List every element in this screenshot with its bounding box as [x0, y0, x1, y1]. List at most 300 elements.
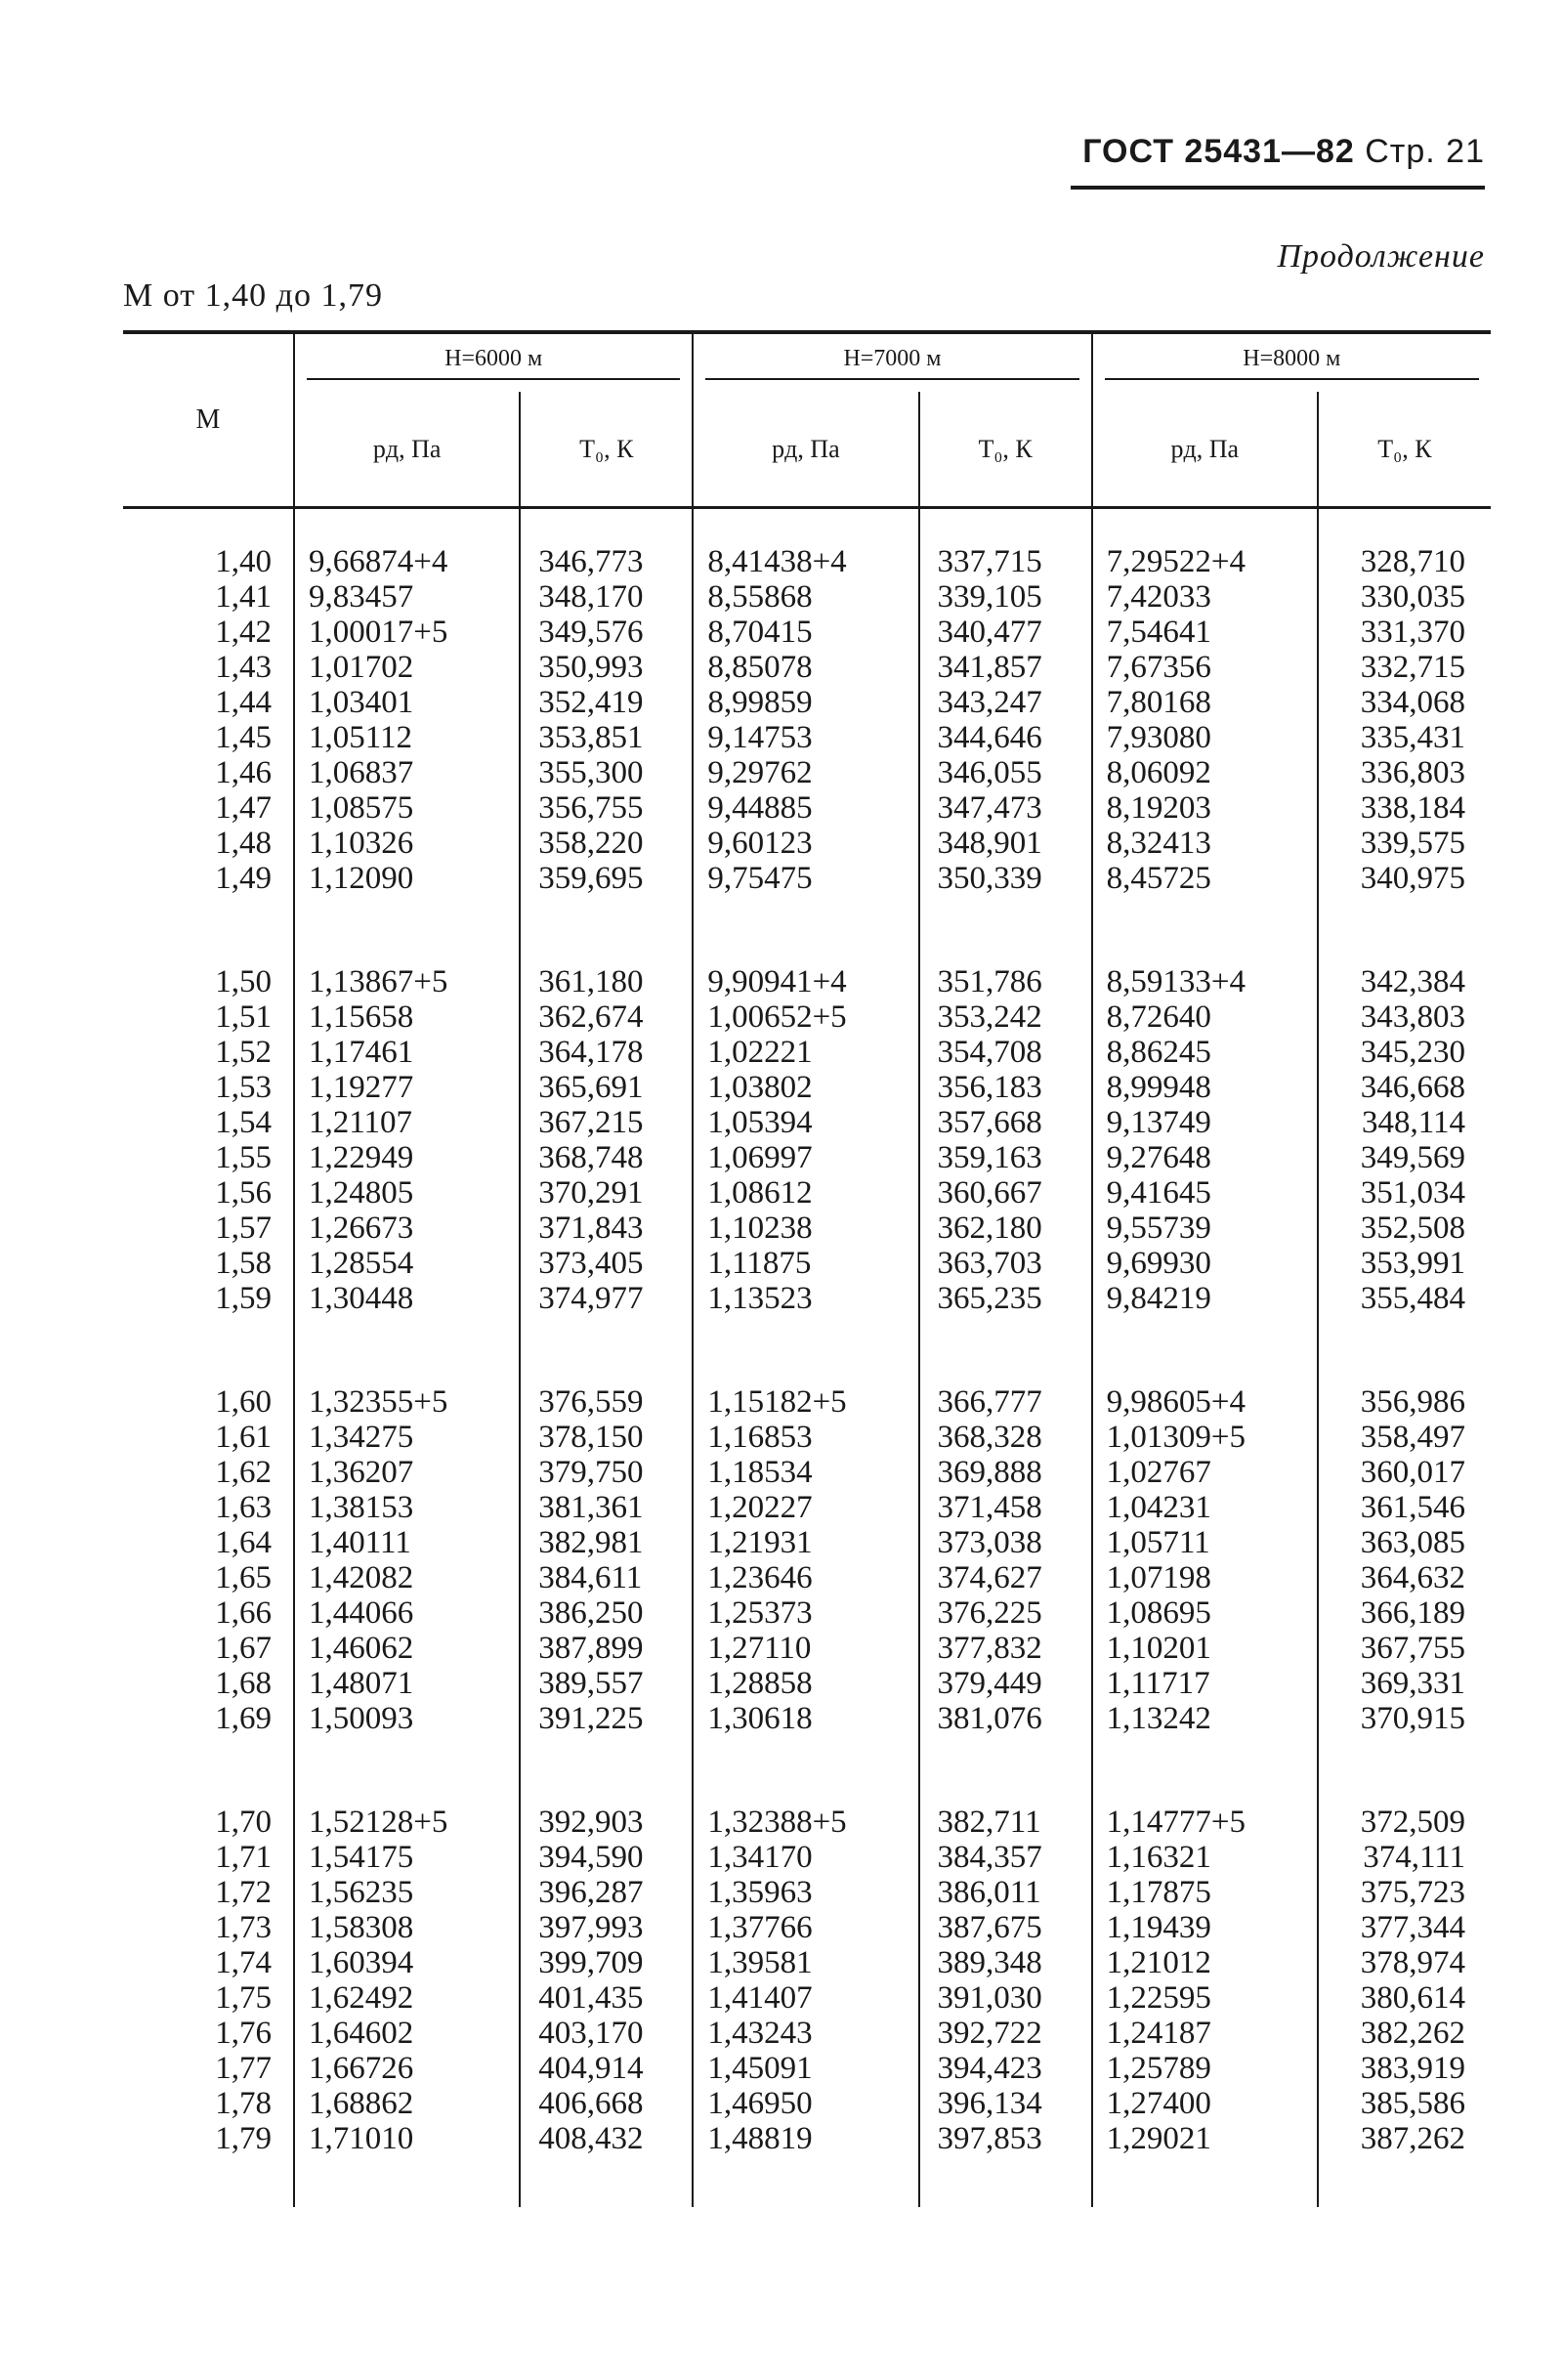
temperature-8000-cell: 366,189	[1360, 1595, 1465, 1631]
pressure-6000-cell: 1,64602	[294, 2016, 520, 2051]
pressure-7000-cell: 9,90941+4	[693, 964, 918, 999]
pressure-6000-cell: 1,05112	[294, 720, 520, 755]
temperature-8000-cell: 356,986	[1360, 1384, 1465, 1420]
mach-number-cell: 1,78	[123, 2086, 294, 2121]
spacer-cell	[520, 508, 693, 545]
pressure-6000-cell: 1,40111	[294, 1525, 520, 1560]
temperature-6000-cell: 350,993	[520, 650, 693, 685]
mach-number-cell: 1,55	[123, 1140, 294, 1175]
pressure-7000-cell: 8,99859	[693, 685, 918, 720]
temperature-7000-cell: 369,888	[919, 1455, 1092, 1490]
temperature-8000-cell: 360,017	[1360, 1455, 1465, 1490]
temperature-7000-cell: 354,708	[919, 1035, 1092, 1070]
temperature-7000-cell: 340,477	[919, 615, 1092, 650]
pressure-6000-cell: 1,03401	[294, 685, 520, 720]
temperature-8000-cell: 370,915	[1360, 1701, 1465, 1736]
temperature-6000-cell: 392,903	[520, 1805, 693, 1840]
table-row	[123, 2016, 1491, 2051]
pressure-8000-cell: 9,69930	[1092, 1246, 1318, 1281]
pressure-8000-cell: 1,27400	[1092, 2086, 1318, 2121]
block-spacer	[123, 2156, 1491, 2207]
temperature-6000-cell: 365,691	[520, 1070, 693, 1105]
spacer-cell	[294, 1736, 520, 1805]
pressure-6000-cell: 1,08575	[294, 790, 520, 826]
pressure-6000-cell: 9,66874+4	[294, 544, 520, 579]
pressure-6000-cell: 1,36207	[294, 1455, 520, 1490]
header-rule	[1071, 186, 1485, 190]
table-row	[123, 1140, 1491, 1175]
pressure-8000-cell: 1,29021	[1092, 2121, 1318, 2156]
column-header-temperature: Т₀, К	[520, 392, 693, 507]
mach-number-cell: 1,40	[123, 544, 294, 579]
spacer-cell	[123, 1736, 294, 1805]
temperature-8000-cell: 342,384	[1360, 964, 1465, 999]
table-row	[123, 1840, 1491, 1875]
temperature-8000-cell: 349,569	[1360, 1140, 1465, 1175]
table-row	[123, 999, 1491, 1035]
temperature-7000-cell: 389,348	[919, 1945, 1092, 1980]
temperature-7000-cell: 365,235	[919, 1281, 1092, 1316]
spacer-cell	[1318, 896, 1491, 964]
mach-number-cell: 1,53	[123, 1070, 294, 1105]
pressure-8000-cell: 7,42033	[1092, 579, 1318, 615]
temperature-8000-cell: 338,184	[1360, 790, 1465, 826]
temperature-6000-cell: 384,611	[520, 1560, 693, 1595]
spacer-cell	[123, 1316, 294, 1384]
temperature-7000-cell: 339,105	[919, 579, 1092, 615]
pressure-7000-cell: 1,30618	[693, 1701, 918, 1736]
pressure-8000-cell: 1,19439	[1092, 1910, 1318, 1945]
table-row	[123, 544, 1491, 579]
page-number: Стр. 21	[1365, 133, 1485, 170]
mach-number-cell: 1,45	[123, 720, 294, 755]
pressure-8000-cell: 9,27648	[1092, 1140, 1318, 1175]
mach-number-cell: 1,74	[123, 1945, 294, 1980]
temperature-8000-cell: 355,484	[1360, 1281, 1465, 1316]
mach-number-cell: 1,50	[123, 964, 294, 999]
pressure-6000-cell: 1,56235	[294, 1875, 520, 1910]
temperature-6000-cell: 373,405	[520, 1246, 693, 1281]
table-row	[123, 861, 1491, 896]
spacer-cell	[919, 1736, 1092, 1805]
temperature-8000-cell: 367,755	[1360, 1631, 1465, 1666]
temperature-6000-cell: 396,287	[520, 1875, 693, 1910]
temperature-8000-cell: 343,803	[1360, 999, 1465, 1035]
pressure-8000-cell: 8,99948	[1092, 1070, 1318, 1105]
temperature-7000-cell: 387,675	[919, 1910, 1092, 1945]
temperature-6000-cell: 399,709	[520, 1945, 693, 1980]
temperature-8000-cell: 330,035	[1360, 579, 1465, 615]
temperature-7000-cell: 362,180	[919, 1211, 1092, 1246]
table-row	[123, 1384, 1491, 1420]
temperature-6000-cell: 403,170	[520, 2016, 693, 2051]
spacer-cell	[919, 2156, 1092, 2207]
group-header-6000	[294, 332, 693, 392]
pressure-7000-cell: 1,20227	[693, 1490, 918, 1525]
temperature-6000-cell: 408,432	[520, 2121, 693, 2156]
temperature-8000-cell: 369,331	[1360, 1666, 1465, 1701]
pressure-7000-cell: 1,08612	[693, 1175, 918, 1211]
temperature-6000-cell: 368,748	[520, 1140, 693, 1175]
temperature-6000-cell: 404,914	[520, 2051, 693, 2086]
pressure-7000-cell: 1,45091	[693, 2051, 918, 2086]
temperature-6000-cell: 352,419	[520, 685, 693, 720]
pressure-7000-cell: 1,34170	[693, 1840, 918, 1875]
temperature-8000-cell: 372,509	[1360, 1805, 1465, 1840]
column-header-pressure: pд, Па	[1092, 392, 1318, 507]
table-row	[123, 826, 1491, 861]
pressure-8000-cell: 8,45725	[1092, 861, 1318, 896]
table-row	[123, 1035, 1491, 1070]
pressure-7000-cell: 8,70415	[693, 615, 918, 650]
temperature-7000-cell: 347,473	[919, 790, 1092, 826]
range-label: М от 1,40 до 1,79	[123, 277, 383, 314]
table-row	[123, 1525, 1491, 1560]
mach-number-cell: 1,51	[123, 999, 294, 1035]
column-header-mach: М	[123, 332, 294, 508]
table-row	[123, 1701, 1491, 1736]
pressure-7000-cell: 1,18534	[693, 1455, 918, 1490]
temperature-8000-cell: 382,262	[1360, 2016, 1465, 2051]
spacer-cell	[1092, 1736, 1318, 1805]
pressure-6000-cell: 1,06837	[294, 755, 520, 790]
temperature-6000-cell: 382,981	[520, 1525, 693, 1560]
spacer-cell	[693, 2156, 918, 2207]
pressure-8000-cell: 8,86245	[1092, 1035, 1318, 1070]
pressure-6000-cell: 1,30448	[294, 1281, 520, 1316]
temperature-6000-cell: 379,750	[520, 1455, 693, 1490]
table-row	[123, 1631, 1491, 1666]
temperature-6000-cell: 364,178	[520, 1035, 693, 1070]
pressure-6000-cell: 1,21107	[294, 1105, 520, 1140]
pressure-8000-cell: 8,19203	[1092, 790, 1318, 826]
table-row	[123, 2051, 1491, 2086]
pressure-7000-cell: 1,46950	[693, 2086, 918, 2121]
mach-number-cell: 1,48	[123, 826, 294, 861]
table-row	[123, 720, 1491, 755]
mach-number-cell: 1,69	[123, 1701, 294, 1736]
temperature-8000-cell: 351,034	[1360, 1175, 1465, 1211]
pressure-7000-cell: 1,05394	[693, 1105, 918, 1140]
temperature-7000-cell: 374,627	[919, 1560, 1092, 1595]
pressure-8000-cell: 9,98605+4	[1092, 1384, 1318, 1420]
pressure-6000-cell: 1,28554	[294, 1246, 520, 1281]
table-row	[123, 755, 1491, 790]
temperature-7000-cell: 381,076	[919, 1701, 1092, 1736]
pressure-7000-cell: 1,48819	[693, 2121, 918, 2156]
mach-number-cell: 1,62	[123, 1455, 294, 1490]
temperature-7000-cell: 394,423	[919, 2051, 1092, 2086]
temperature-6000-cell: 359,695	[520, 861, 693, 896]
pressure-7000-cell: 9,75475	[693, 861, 918, 896]
spacer-cell	[919, 508, 1092, 545]
pressure-8000-cell: 8,59133+4	[1092, 964, 1318, 999]
mach-number-cell: 1,70	[123, 1805, 294, 1840]
temperature-7000-cell: 384,357	[919, 1840, 1092, 1875]
temperature-7000-cell: 351,786	[919, 964, 1092, 999]
group-header-8000	[1092, 332, 1491, 392]
temperature-7000-cell: 360,667	[919, 1175, 1092, 1211]
table-row	[123, 1560, 1491, 1595]
spacer-cell	[693, 1736, 918, 1805]
pressure-6000-cell: 1,17461	[294, 1035, 520, 1070]
temperature-8000-cell: 364,632	[1360, 1560, 1465, 1595]
temperature-8000-cell: 387,262	[1360, 2121, 1465, 2156]
temperature-7000-cell: 357,668	[919, 1105, 1092, 1140]
pressure-6000-cell: 1,62492	[294, 1980, 520, 2016]
table-row	[123, 1490, 1491, 1525]
pressure-8000-cell: 1,14777+5	[1092, 1805, 1318, 1840]
table-row	[123, 1105, 1491, 1140]
temperature-8000-cell: 345,230	[1360, 1035, 1465, 1070]
temperature-8000-cell: 334,068	[1360, 685, 1465, 720]
temperature-8000-cell: 385,586	[1360, 2086, 1465, 2121]
column-header-temperature: Т₀, К	[1318, 392, 1491, 507]
temperature-7000-cell: 376,225	[919, 1595, 1092, 1631]
group-header-7000-label: Н=7000 м	[705, 346, 1078, 380]
mach-number-cell: 1,43	[123, 650, 294, 685]
temperature-8000-cell: 363,085	[1360, 1525, 1465, 1560]
pressure-8000-cell: 1,21012	[1092, 1945, 1318, 1980]
temperature-7000-cell: 386,011	[919, 1875, 1092, 1910]
pressure-8000-cell: 1,05711	[1092, 1525, 1318, 1560]
pressure-7000-cell: 9,29762	[693, 755, 918, 790]
table-row	[123, 1175, 1491, 1211]
pressure-6000-cell: 1,15658	[294, 999, 520, 1035]
mach-number-cell: 1,67	[123, 1631, 294, 1666]
temperature-6000-cell: 370,291	[520, 1175, 693, 1211]
temperature-6000-cell: 356,755	[520, 790, 693, 826]
pressure-6000-cell: 1,19277	[294, 1070, 520, 1105]
pressure-6000-cell: 1,46062	[294, 1631, 520, 1666]
temperature-7000-cell: 344,646	[919, 720, 1092, 755]
temperature-7000-cell: 343,247	[919, 685, 1092, 720]
temperature-6000-cell: 346,773	[520, 544, 693, 579]
pressure-6000-cell: 1,26673	[294, 1211, 520, 1246]
table-row	[123, 1281, 1491, 1316]
temperature-6000-cell: 401,435	[520, 1980, 693, 2016]
temperature-7000-cell: 396,134	[919, 2086, 1092, 2121]
spacer-cell	[1092, 1316, 1318, 1384]
pressure-8000-cell: 1,10201	[1092, 1631, 1318, 1666]
pressure-6000-cell: 1,42082	[294, 1560, 520, 1595]
table-row	[123, 2086, 1491, 2121]
temperature-8000-cell: 383,919	[1360, 2051, 1465, 2086]
temperature-7000-cell: 350,339	[919, 861, 1092, 896]
pressure-8000-cell: 9,41645	[1092, 1175, 1318, 1211]
pressure-6000-cell: 1,24805	[294, 1175, 520, 1211]
table-row	[123, 1455, 1491, 1490]
pressure-8000-cell: 9,55739	[1092, 1211, 1318, 1246]
spacer-cell	[1318, 508, 1491, 545]
table-row	[123, 1980, 1491, 2016]
temperature-8000-cell: 339,575	[1360, 826, 1465, 861]
table-row	[123, 1666, 1491, 1701]
spacer-cell	[294, 2156, 520, 2207]
column-header-temperature: Т₀, К	[919, 392, 1092, 507]
pressure-7000-cell: 1,03802	[693, 1070, 918, 1105]
temperature-7000-cell: 348,901	[919, 826, 1092, 861]
temperature-8000-cell: 332,715	[1360, 650, 1465, 685]
mach-number-cell: 1,65	[123, 1560, 294, 1595]
column-header-pressure: pд, Па	[693, 392, 918, 507]
table-row	[123, 1805, 1491, 1840]
spacer-cell	[1092, 2156, 1318, 2207]
temperature-7000-cell: 368,328	[919, 1420, 1092, 1455]
spacer-cell	[1318, 1316, 1491, 1384]
mach-number-cell: 1,57	[123, 1211, 294, 1246]
spacer-cell	[693, 1316, 918, 1384]
pressure-8000-cell: 8,32413	[1092, 826, 1318, 861]
temperature-6000-cell: 391,225	[520, 1701, 693, 1736]
pressure-6000-cell: 1,00017+5	[294, 615, 520, 650]
temperature-7000-cell: 363,703	[919, 1246, 1092, 1281]
temperature-6000-cell: 397,993	[520, 1910, 693, 1945]
pressure-6000-cell: 1,12090	[294, 861, 520, 896]
pressure-7000-cell: 9,44885	[693, 790, 918, 826]
pressure-8000-cell: 1,08695	[1092, 1595, 1318, 1631]
spacer-cell	[693, 896, 918, 964]
block-spacer	[123, 1736, 1491, 1805]
table-row	[123, 1595, 1491, 1631]
pressure-6000-cell: 1,10326	[294, 826, 520, 861]
mach-number-cell: 1,79	[123, 2121, 294, 2156]
temperature-7000-cell: 373,038	[919, 1525, 1092, 1560]
pressure-6000-cell: 1,71010	[294, 2121, 520, 2156]
pressure-7000-cell: 9,14753	[693, 720, 918, 755]
pressure-7000-cell: 8,55868	[693, 579, 918, 615]
temperature-6000-cell: 358,220	[520, 826, 693, 861]
spacer-cell	[294, 896, 520, 964]
mach-number-cell: 1,58	[123, 1246, 294, 1281]
group-header-8000-label: Н=8000 м	[1105, 346, 1479, 380]
temperature-8000-cell: 353,991	[1360, 1246, 1465, 1281]
spacer-cell	[123, 508, 294, 545]
table-row	[123, 1945, 1491, 1980]
mach-number-cell: 1,47	[123, 790, 294, 826]
pressure-6000-cell: 1,60394	[294, 1945, 520, 1980]
pressure-7000-cell: 1,06997	[693, 1140, 918, 1175]
pressure-8000-cell: 1,01309+5	[1092, 1420, 1318, 1455]
mach-number-cell: 1,71	[123, 1840, 294, 1875]
table-row	[123, 650, 1491, 685]
pressure-7000-cell: 8,85078	[693, 650, 918, 685]
pressure-8000-cell: 7,67356	[1092, 650, 1318, 685]
temperature-6000-cell: 406,668	[520, 2086, 693, 2121]
temperature-7000-cell: 366,777	[919, 1384, 1092, 1420]
table-row	[123, 1910, 1491, 1945]
continuation-label: Продолжение	[1277, 238, 1485, 275]
block-spacer	[123, 1316, 1491, 1384]
temperature-7000-cell: 392,722	[919, 2016, 1092, 2051]
pressure-8000-cell: 7,54641	[1092, 615, 1318, 650]
pressure-8000-cell: 1,13242	[1092, 1701, 1318, 1736]
pressure-6000-cell: 1,01702	[294, 650, 520, 685]
group-header-7000	[693, 332, 1091, 392]
mach-number-cell: 1,44	[123, 685, 294, 720]
pressure-7000-cell: 1,10238	[693, 1211, 918, 1246]
group-header-6000-label: Н=6000 м	[307, 346, 680, 380]
temperature-8000-cell: 358,497	[1360, 1420, 1465, 1455]
mach-number-cell: 1,64	[123, 1525, 294, 1560]
spacer-cell	[294, 1316, 520, 1384]
pressure-7000-cell: 1,27110	[693, 1631, 918, 1666]
temperature-6000-cell: 387,899	[520, 1631, 693, 1666]
spacer-cell	[294, 508, 520, 545]
spacer-cell	[123, 896, 294, 964]
temperature-7000-cell: 377,832	[919, 1631, 1092, 1666]
temperature-8000-cell: 361,546	[1360, 1490, 1465, 1525]
table-row	[123, 1246, 1491, 1281]
temperature-7000-cell: 353,242	[919, 999, 1092, 1035]
temperature-8000-cell: 331,370	[1360, 615, 1465, 650]
pressure-8000-cell: 9,84219	[1092, 1281, 1318, 1316]
temperature-7000-cell: 371,458	[919, 1490, 1092, 1525]
table-row	[123, 790, 1491, 826]
pressure-8000-cell: 1,11717	[1092, 1666, 1318, 1701]
pressure-8000-cell: 1,17875	[1092, 1875, 1318, 1910]
temperature-6000-cell: 353,851	[520, 720, 693, 755]
temperature-8000-cell: 336,803	[1360, 755, 1465, 790]
temperature-6000-cell: 378,150	[520, 1420, 693, 1455]
mach-number-cell: 1,73	[123, 1910, 294, 1945]
pressure-7000-cell: 1,15182+5	[693, 1384, 918, 1420]
spacer-cell	[520, 1316, 693, 1384]
temperature-7000-cell: 397,853	[919, 2121, 1092, 2156]
table-row	[123, 615, 1491, 650]
mach-number-cell: 1,60	[123, 1384, 294, 1420]
column-header-pressure: pд, Па	[294, 392, 520, 507]
pressure-6000-cell: 1,68862	[294, 2086, 520, 2121]
mach-number-cell: 1,59	[123, 1281, 294, 1316]
pressure-6000-cell: 1,44066	[294, 1595, 520, 1631]
table-row	[123, 1420, 1491, 1455]
mach-number-cell: 1,61	[123, 1420, 294, 1455]
pressure-8000-cell: 1,04231	[1092, 1490, 1318, 1525]
pressure-7000-cell: 1,32388+5	[693, 1805, 918, 1840]
spacer-cell	[919, 896, 1092, 964]
pressure-6000-cell: 1,52128+5	[294, 1805, 520, 1840]
table-row	[123, 579, 1491, 615]
pressure-6000-cell: 1,54175	[294, 1840, 520, 1875]
pressure-7000-cell: 1,02221	[693, 1035, 918, 1070]
pressure-8000-cell: 1,07198	[1092, 1560, 1318, 1595]
mach-number-cell: 1,41	[123, 579, 294, 615]
temperature-7000-cell: 337,715	[919, 544, 1092, 579]
temperature-6000-cell: 349,576	[520, 615, 693, 650]
pressure-6000-cell: 9,83457	[294, 579, 520, 615]
block-spacer	[123, 896, 1491, 964]
data-table-wrapper	[123, 330, 1491, 2207]
pressure-7000-cell: 1,39581	[693, 1945, 918, 1980]
spacer-cell	[1092, 508, 1318, 545]
temperature-7000-cell: 356,183	[919, 1070, 1092, 1105]
pressure-8000-cell: 8,06092	[1092, 755, 1318, 790]
pressure-8000-cell: 7,29522+4	[1092, 544, 1318, 579]
pressure-8000-cell: 1,24187	[1092, 2016, 1318, 2051]
pressure-7000-cell: 9,60123	[693, 826, 918, 861]
table-body	[123, 508, 1491, 2208]
pressure-8000-cell: 7,80168	[1092, 685, 1318, 720]
mach-number-cell: 1,66	[123, 1595, 294, 1631]
pressure-7000-cell: 1,25373	[693, 1595, 918, 1631]
temperature-6000-cell: 386,250	[520, 1595, 693, 1631]
spacer-cell	[123, 2156, 294, 2207]
temperature-8000-cell: 378,974	[1360, 1945, 1465, 1980]
temperature-7000-cell: 359,163	[919, 1140, 1092, 1175]
pressure-8000-cell: 1,25789	[1092, 2051, 1318, 2086]
mach-number-cell: 1,46	[123, 755, 294, 790]
